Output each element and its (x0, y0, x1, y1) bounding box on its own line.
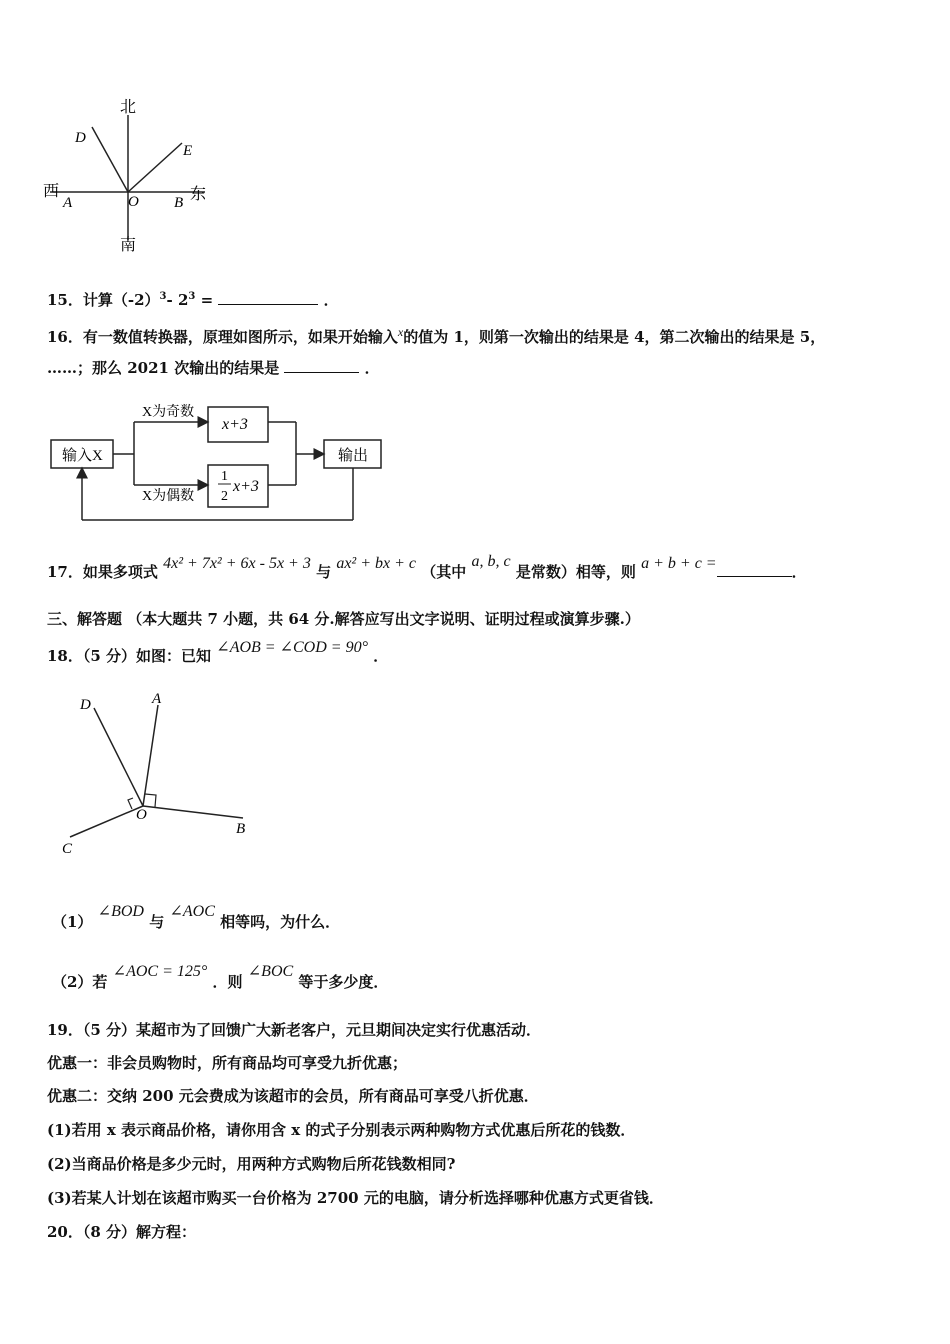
question-19-line4: (1)若用 x 表示商品价格，请你用含 x 的式子分别表示两种购物方式优惠后所花的钱数． (47, 1121, 636, 1139)
compass-figure (40, 95, 215, 255)
even-tail: x+3 (233, 478, 259, 495)
answer-blank[interactable] (218, 290, 318, 305)
question-17: 17．如果多项式 4x² + 7x² + 6x - 5x + 3 与 ax² + bx + c （其中 a, b, c 是常数）相等，则 a + b + c = ． (47, 553, 807, 581)
section-3-heading: 三、解答题 （本大题共 7 小题，共 64 分.解答应写出文字说明、证明过程或演算步骤.） (47, 610, 640, 628)
angle-figure (55, 685, 265, 860)
fig-label-c: C (62, 841, 73, 857)
output-label: 输出 (338, 448, 369, 464)
question-19-line5: (2)当商品价格是多少元时，用两种方式购物后所花钱数相同? (47, 1155, 456, 1173)
label-e: E (183, 143, 193, 159)
even-label: X为偶数 (142, 489, 195, 504)
west-label: 西 (43, 183, 60, 200)
question-18: 18．（5 分）如图：已知 ∠AOB = ∠COD = 90° ． (47, 639, 389, 665)
answer-blank[interactable] (717, 562, 792, 577)
even-numerator: 1 (221, 469, 228, 484)
question-15: 15．计算$(-2)^3-$ $2^3$ = ． (47, 291, 339, 309)
fig-label-o: O (136, 807, 147, 823)
east-label: 东 (190, 186, 207, 203)
north-label: 北 (120, 99, 137, 116)
flowchart (48, 395, 388, 527)
question-16-line2: ……；那么 2021 次输出的结果是 ． (47, 359, 380, 377)
question-19-line2: 优惠一：非会员购物时，所有商品均可享受九折优惠； (47, 1054, 408, 1072)
answer-blank[interactable] (284, 358, 359, 373)
question-18-part1: （1） ∠BOD 与 ∠AOC 相等吗，为什么． (52, 903, 341, 931)
even-denominator: 2 (221, 489, 228, 504)
label-o: O (128, 194, 139, 210)
odd-label: X为奇数 (142, 405, 195, 420)
question-20: 20．（8 分）解方程： (47, 1223, 197, 1241)
fig-label-d: D (80, 697, 91, 713)
question-19-line6: (3)若某人计划在该超市购买一台价格为 2700 元的电脑，请分析选择哪种优惠方式更省钱． (47, 1189, 664, 1207)
label-a: A (63, 195, 73, 211)
label-d: D (75, 130, 86, 146)
question-19-line1: 19．（5 分）某超市为了回馈广大新老客户，元旦期间决定实行优惠活动． (47, 1021, 542, 1039)
label-b: B (174, 195, 184, 211)
odd-box-formula: x+3 (222, 416, 248, 433)
fig-label-b: B (236, 821, 246, 837)
question-16-line1: 16．有一数值转换器，原理如图所示，如果开始输入$^x$的值为 1，则第一次输出的结果是 4，第二次输出的结果是 5， (47, 325, 826, 346)
question-18-part2: （2）若 ∠AOC = 125° ．则 ∠BOC 等于多少度． (52, 963, 389, 991)
input-label: 输入X (62, 448, 103, 464)
question-19-line3: 优惠二：交纳 200 元会费成为该超市的会员，所有商品可享受八折优惠． (47, 1087, 539, 1105)
south-label: 南 (120, 237, 137, 254)
fig-label-a: A (152, 691, 162, 707)
